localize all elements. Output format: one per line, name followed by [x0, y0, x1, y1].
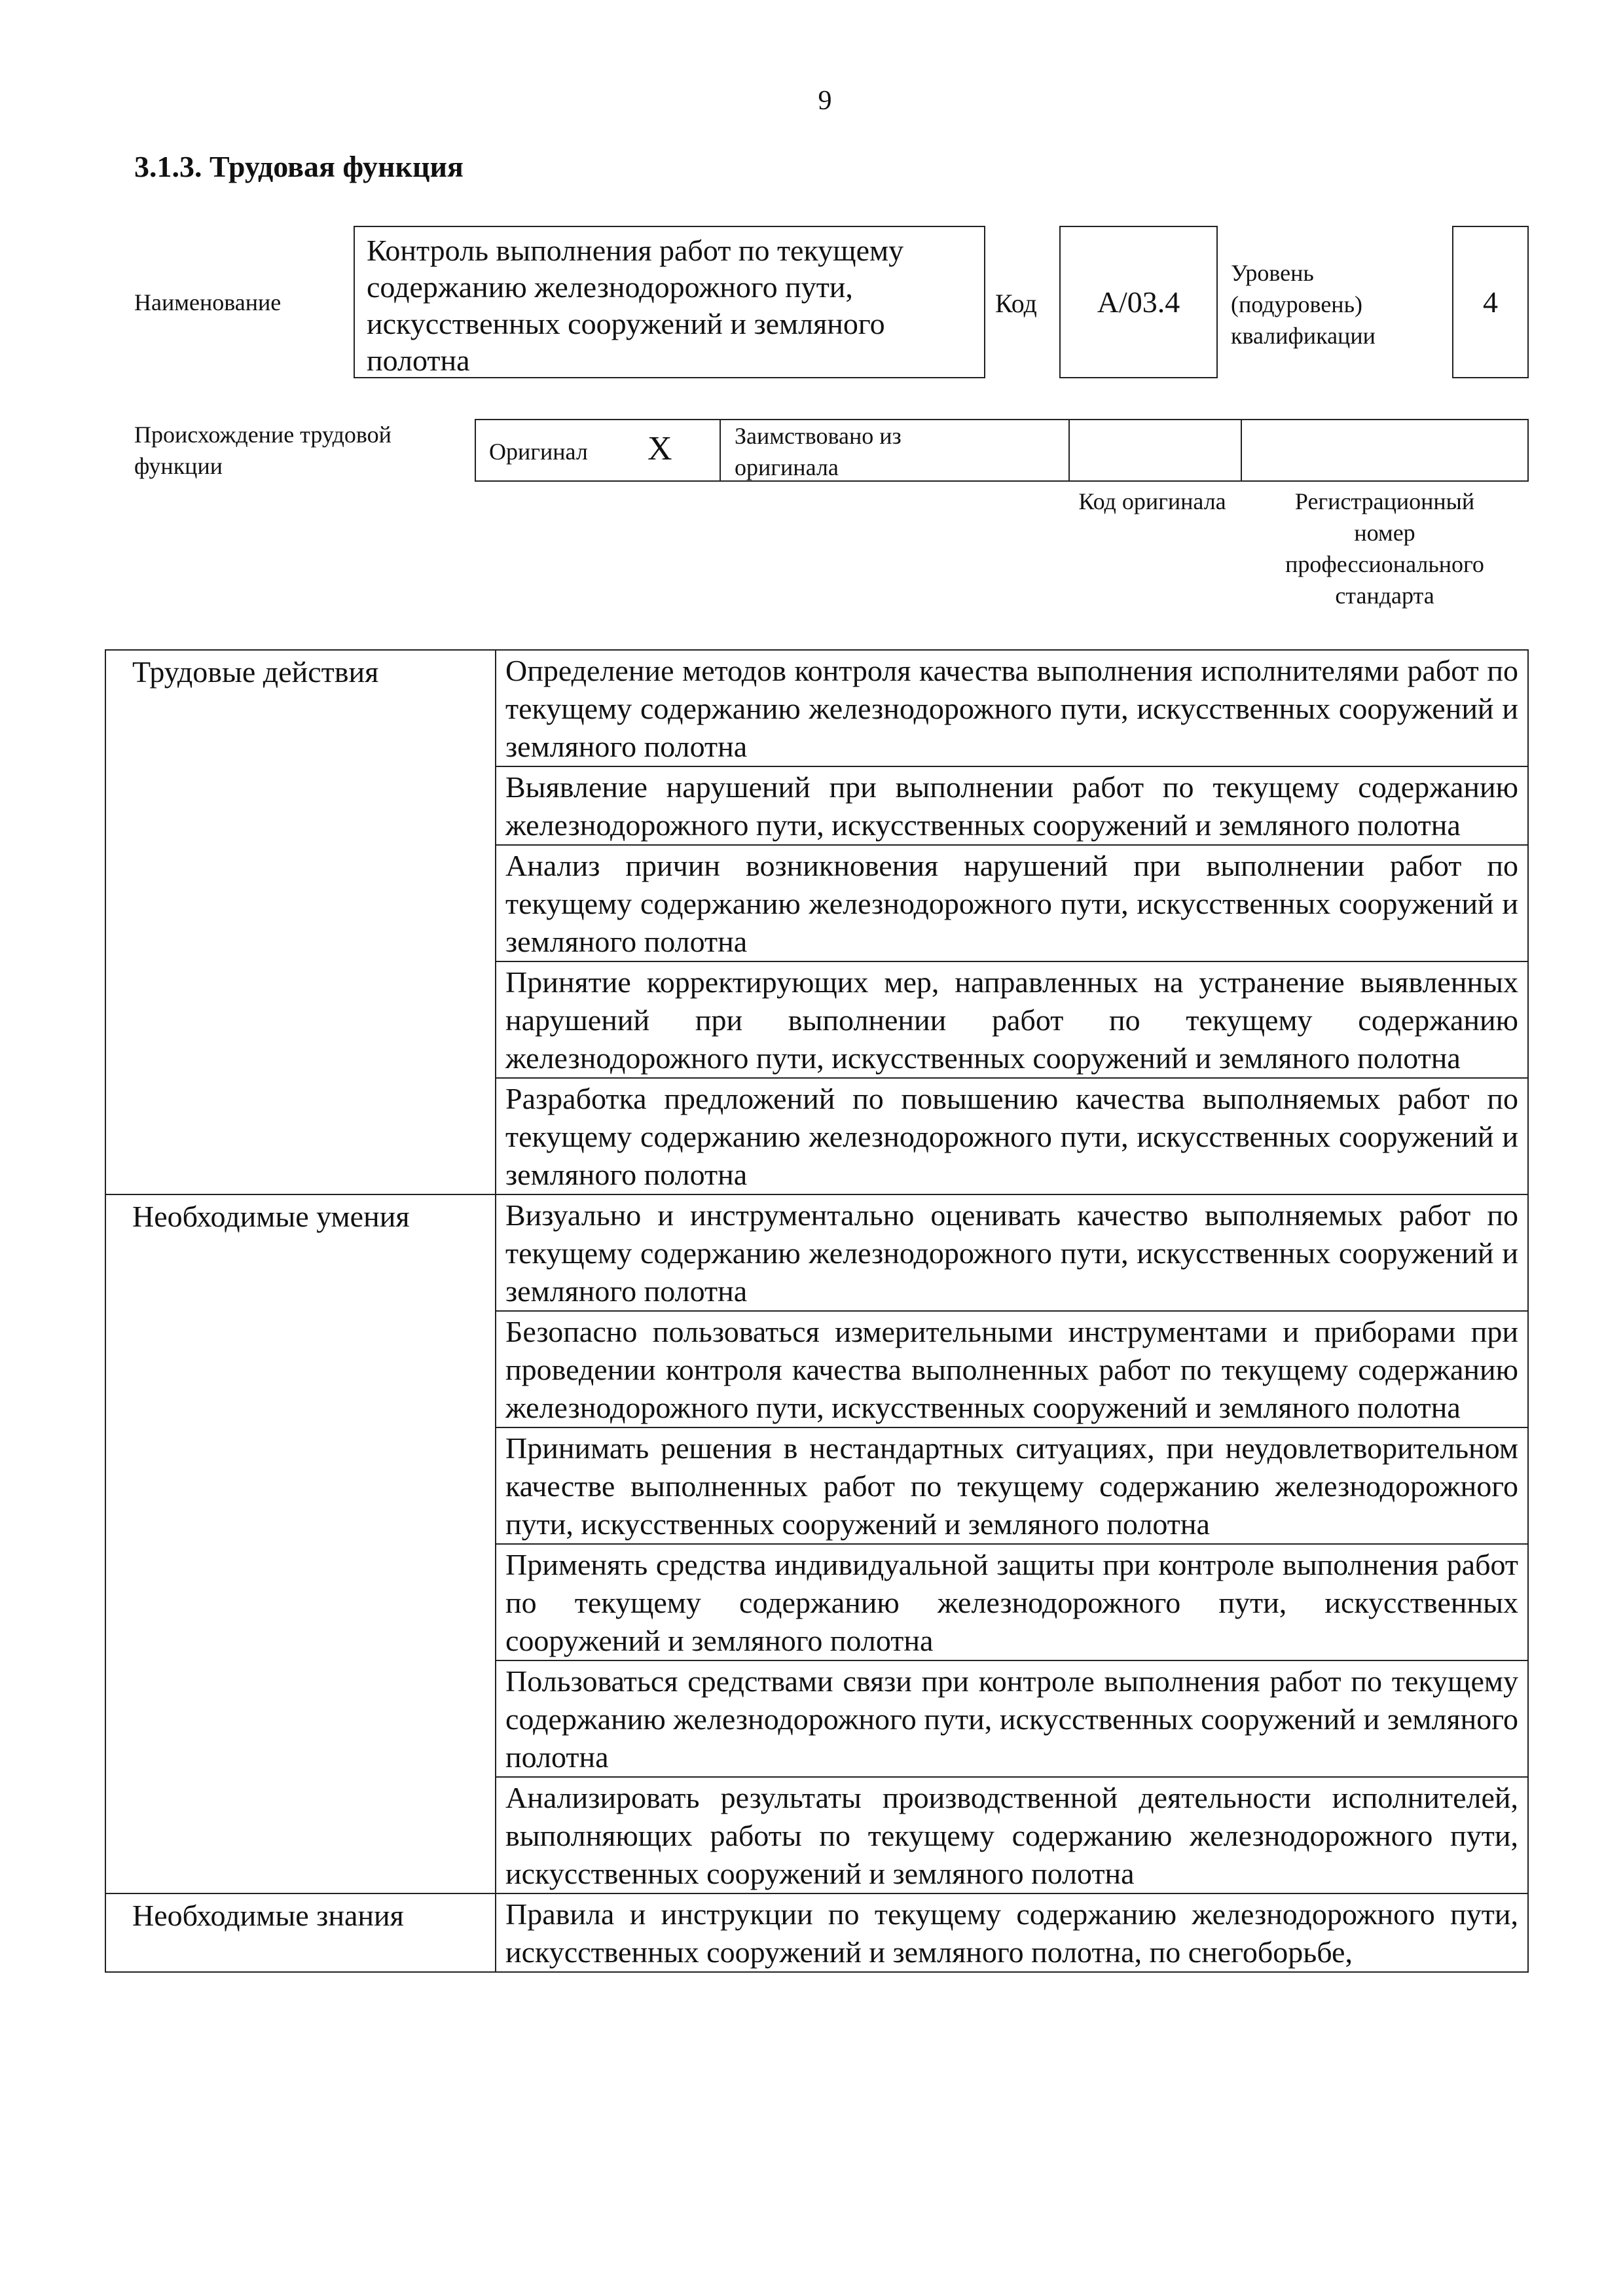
list-item: Анализировать результаты производственной деятельности исполнителей, выполняющих работы по текущему содержанию железнодорожного пути, искусственных сооружений и земляного полотна [496, 1777, 1528, 1893]
table-row [105, 1194, 1528, 1311]
page-number: 9 [818, 86, 832, 116]
code-value: А/03.4 [1059, 226, 1218, 378]
list-item: Безопасно пользоваться измерительными инструментами и приборами при проведении контроля качества выполненных работ по текущему содержанию железнодорожного пути, искусственных сооружений и земляного полотна [496, 1311, 1528, 1427]
borrowed-label: Заимствовано из оригинала [735, 423, 902, 480]
list-item: Правила и инструкции по текущему содержанию железнодорожного пути, искусственных сооружений и земляного полотна, по снегоборьбе, [496, 1893, 1528, 1972]
table-row [105, 650, 1528, 766]
list-item: Разработка предложений по повышению качества выполняемых работ по текущему содержанию железнодорожного пути, искусственных сооружений и земляного полотна [496, 1078, 1528, 1194]
code-caption: Код оригинала [1078, 488, 1226, 514]
list-item: Применять средства индивидуальной защиты при контроле выполнения работ по текущему содержанию железнодорожного пути, искусственных сооружений и земляного полотна [496, 1544, 1528, 1660]
section-title: Необходимые умения [105, 1194, 496, 1893]
divider [1241, 420, 1242, 480]
list-item: Анализ причин возникновения нарушений при выполнении работ по текущему содержанию железнодорожного пути, искусственных сооружений и земляного полотна [496, 845, 1528, 961]
divider [1068, 420, 1070, 480]
list-item: Принятие корректирующих мер, направленных на устранение выявленных нарушений при выполнении работ по текущему содержанию железнодорожного пути, искусственных сооружений и земляного полотна [496, 961, 1528, 1078]
list-item: Визуально и инструментально оценивать качество выполняемых работ по текущему содержанию железнодорожного пути, искусственных сооружений и земляного полотна [496, 1194, 1528, 1311]
table-row [105, 1893, 1528, 1972]
list-item: Определение методов контроля качества выполнения исполнителями работ по текущему содержанию железнодорожного пути, искусственных сооружений и земляного полотна [496, 650, 1528, 766]
origin-row [475, 419, 1529, 482]
list-item: Принимать решения в нестандартных ситуациях, при неудовлетворительном качестве выполненных работ по текущему содержанию железнодорожного пути, искусственных сооружений и земляного полотна [496, 1427, 1528, 1544]
divider [720, 420, 721, 480]
origin-label: Происхождение трудовой функции [134, 422, 392, 479]
section-heading: 3.1.3. Трудовая функция [134, 150, 464, 183]
list-item: Выявление нарушений при выполнении работ по текущему содержанию железнодорожного пути, искусственных сооружений и земляного полотна [496, 766, 1528, 845]
original-label: Оригинал [489, 439, 588, 465]
list-item: Пользоваться средствами связи при контроле выполнения работ по текущему содержанию железнодорожного пути, искусственных сооружений и земляного полотна [496, 1660, 1528, 1777]
original-mark: X [647, 430, 672, 467]
reg-caption: Регистрационный номер профессионального стандарта [1285, 488, 1484, 609]
level-label: Уровень (подуровень) квалификации [1231, 260, 1376, 349]
section-title: Трудовые действия [105, 650, 496, 1194]
level-value: 4 [1452, 226, 1529, 378]
function-table [105, 649, 1529, 1973]
section-title: Необходимые знания [105, 1893, 496, 1972]
name-label: Наименование [134, 289, 282, 315]
name-value: Контроль выполнения работ по текущему содержанию железнодорожного пути, искусственных сооружений и земляного полотна [354, 226, 985, 378]
code-label: Код [995, 289, 1037, 318]
